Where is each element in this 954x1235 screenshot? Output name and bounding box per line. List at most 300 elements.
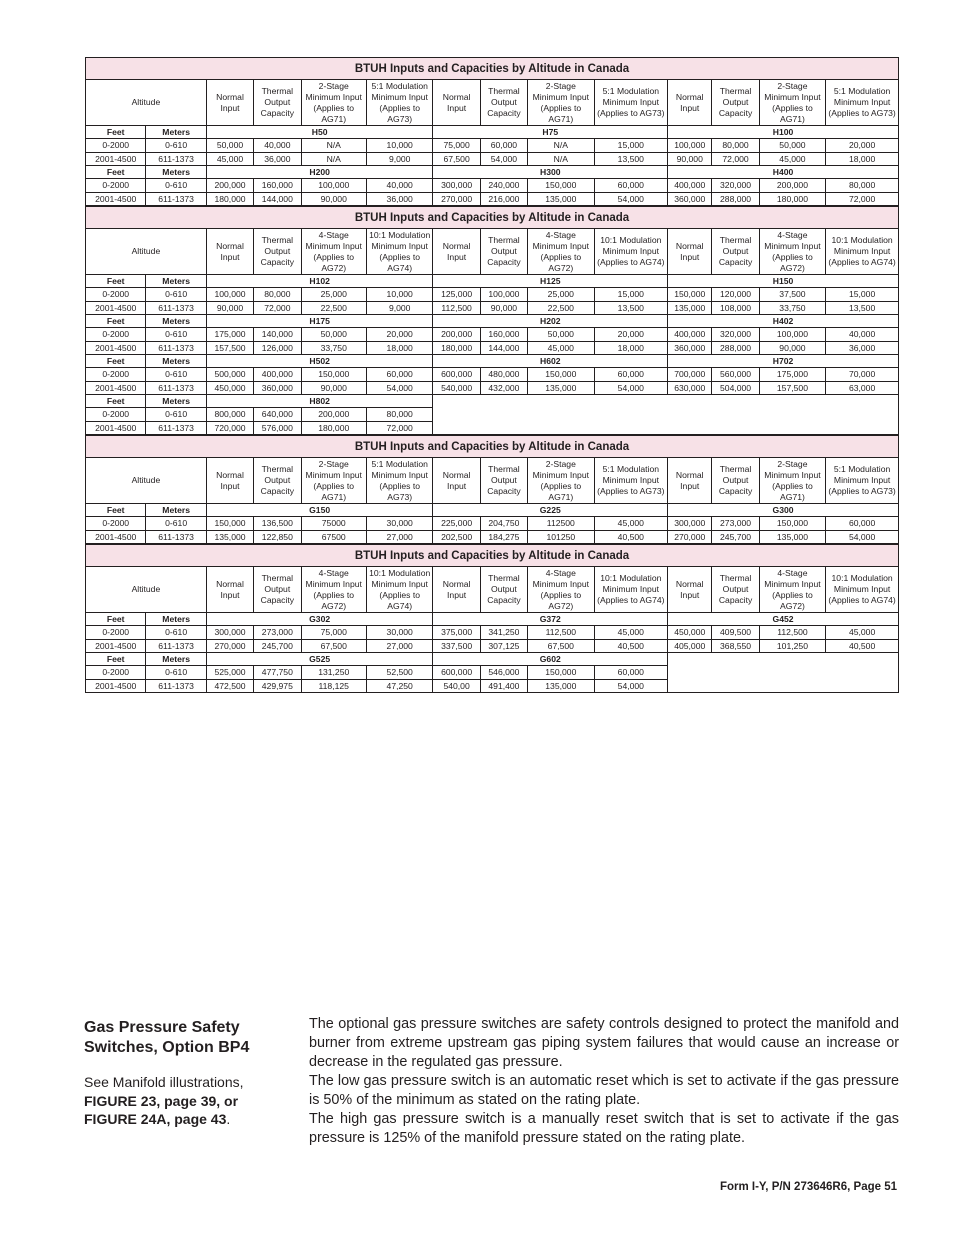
table-cell: 54,000 bbox=[366, 381, 432, 395]
table-cell: 100,000 bbox=[206, 288, 253, 302]
table-cell: 273,000 bbox=[712, 517, 759, 531]
table-cell: 108,000 bbox=[712, 301, 759, 315]
table-cell: 60,000 bbox=[366, 368, 432, 382]
table-cell: 47,250 bbox=[366, 679, 432, 693]
model-label: H300 bbox=[433, 166, 668, 179]
table-cell: 270,000 bbox=[433, 192, 480, 206]
table-cell: 100,000 bbox=[301, 179, 366, 193]
table-title: BTUH Inputs and Capacities by Altitude in Canada bbox=[86, 436, 899, 458]
table-cell: 611-1373 bbox=[146, 639, 206, 653]
table-cell: 611-1373 bbox=[146, 341, 206, 355]
table-cell: 368,550 bbox=[712, 639, 759, 653]
column-header: 5:1 Modulation Minimum Input (Applies to AG73) bbox=[826, 80, 899, 126]
unit-feet: Feet bbox=[86, 613, 146, 626]
table-cell: 611-1373 bbox=[146, 192, 206, 206]
column-header: Normal Input bbox=[433, 458, 480, 504]
table-cell: 500,000 bbox=[206, 368, 253, 382]
paragraph-2: The low gas pressure switch is an automatic reset which is set to activate if the gas pressure is 50% of the minimum as stated on the rating plate. bbox=[309, 1073, 899, 1108]
table-cell: 204,750 bbox=[480, 517, 527, 531]
table-cell: 67,500 bbox=[433, 152, 480, 166]
table-cell: 90,000 bbox=[668, 152, 712, 166]
table-cell: 611-1373 bbox=[146, 152, 206, 166]
column-header: 10:1 Modulation Minimum Input (Applies to AG74) bbox=[826, 229, 899, 275]
table-cell: 150,000 bbox=[528, 179, 594, 193]
table-cell: 52,500 bbox=[366, 666, 432, 680]
table-cell: 640,000 bbox=[254, 408, 301, 422]
table-cell: 0-2000 bbox=[86, 626, 146, 640]
table-cell: 22,500 bbox=[528, 301, 594, 315]
table-cell: 40,500 bbox=[594, 530, 668, 544]
table-cell: 0-2000 bbox=[86, 288, 146, 302]
paragraph-1: The optional gas pressure switches are safety controls designed to protect the manifold and burner from extreme upstream gas piping system failures that would cause an increase or decrease in the regulated gas pressure. bbox=[309, 1016, 899, 1070]
table-cell: 13,500 bbox=[826, 301, 899, 315]
model-label: H125 bbox=[433, 275, 668, 288]
table-cell: 200,000 bbox=[759, 179, 825, 193]
table-cell: 288,000 bbox=[712, 341, 759, 355]
unit-meters: Meters bbox=[146, 355, 206, 368]
column-header: 10:1 Modulation Minimum Input (Applies to AG74) bbox=[594, 567, 668, 613]
table-cell: 611-1373 bbox=[146, 421, 206, 435]
table-cell: 13,500 bbox=[594, 152, 668, 166]
column-header: Normal Input bbox=[668, 458, 712, 504]
column-header: 10:1 Modulation Minimum Input (Applies to AG74) bbox=[826, 567, 899, 613]
table-cell: 0-610 bbox=[146, 179, 206, 193]
table-cell: 540,000 bbox=[433, 381, 480, 395]
table-cell: 50,000 bbox=[301, 328, 366, 342]
unit-meters: Meters bbox=[146, 613, 206, 626]
column-header: 2-Stage Minimum Input (Applies to AG71) bbox=[301, 458, 366, 504]
table-cell: 131,250 bbox=[301, 666, 366, 680]
table-cell: 40,000 bbox=[366, 179, 432, 193]
table-cell: 273,000 bbox=[254, 626, 301, 640]
table-cell: 136,500 bbox=[254, 517, 301, 531]
table-cell: 135,000 bbox=[668, 301, 712, 315]
model-label: H100 bbox=[668, 126, 899, 139]
column-header: 4-Stage Minimum Input (Applies to AG72) bbox=[301, 567, 366, 613]
table-cell: 600,000 bbox=[433, 368, 480, 382]
table-cell: 100,000 bbox=[668, 139, 712, 153]
table-cell: 800,000 bbox=[206, 408, 253, 422]
table-cell: 100,000 bbox=[759, 328, 825, 342]
table-cell: 54,000 bbox=[826, 530, 899, 544]
table-cell: 60,000 bbox=[826, 517, 899, 531]
table-cell: 60,000 bbox=[594, 368, 668, 382]
see-text: See Manifold illustrations, bbox=[84, 1074, 244, 1090]
table-cell: 135,000 bbox=[206, 530, 253, 544]
table-cell: 2001-4500 bbox=[86, 421, 146, 435]
table-cell: 611-1373 bbox=[146, 530, 206, 544]
btuh-table bbox=[85, 544, 899, 693]
table-cell: 320,000 bbox=[712, 328, 759, 342]
table-cell: 140,000 bbox=[254, 328, 301, 342]
table-cell: 72,000 bbox=[254, 301, 301, 315]
table-cell: 0-2000 bbox=[86, 408, 146, 422]
table-cell: 405,000 bbox=[668, 639, 712, 653]
unit-meters: Meters bbox=[146, 166, 206, 179]
table-cell: 375,000 bbox=[433, 626, 480, 640]
table-cell: 100,000 bbox=[480, 288, 527, 302]
model-label: H200 bbox=[206, 166, 433, 179]
column-header: Thermal Output Capacity bbox=[480, 229, 527, 275]
column-header: 10:1 Modulation Minimum Input (Applies to AG74) bbox=[366, 229, 432, 275]
column-header: 4-Stage Minimum Input (Applies to AG72) bbox=[759, 229, 825, 275]
table-cell: 72,000 bbox=[366, 421, 432, 435]
table-cell: 2001-4500 bbox=[86, 381, 146, 395]
table-cell: 2001-4500 bbox=[86, 530, 146, 544]
table-cell: 175,000 bbox=[759, 368, 825, 382]
column-header: Thermal Output Capacity bbox=[480, 567, 527, 613]
table-cell: 15,000 bbox=[826, 288, 899, 302]
table-cell: 0-610 bbox=[146, 626, 206, 640]
table-cell: 90,000 bbox=[301, 192, 366, 206]
body-text bbox=[309, 1015, 899, 1148]
column-header: Thermal Output Capacity bbox=[712, 458, 759, 504]
header-altitude: Altitude bbox=[86, 458, 207, 504]
table-cell: 0-610 bbox=[146, 517, 206, 531]
table-cell: 630,000 bbox=[668, 381, 712, 395]
table-cell: 75,000 bbox=[433, 139, 480, 153]
see-end: . bbox=[226, 1111, 231, 1127]
table-cell: 175,000 bbox=[206, 328, 253, 342]
table-cell: 120,000 bbox=[712, 288, 759, 302]
model-label: G302 bbox=[206, 613, 433, 626]
table-cell: 150,000 bbox=[528, 368, 594, 382]
table-cell: 50,000 bbox=[528, 328, 594, 342]
table-cell: 0-610 bbox=[146, 666, 206, 680]
table-title: BTUH Inputs and Capacities by Altitude in Canada bbox=[86, 545, 899, 567]
table-cell: 2001-4500 bbox=[86, 639, 146, 653]
header-altitude: Altitude bbox=[86, 229, 207, 275]
table-cell: 157,500 bbox=[759, 381, 825, 395]
unit-feet: Feet bbox=[86, 504, 146, 517]
unit-feet: Feet bbox=[86, 126, 146, 139]
table-cell: 72,000 bbox=[826, 192, 899, 206]
table-cell: 54,000 bbox=[594, 192, 668, 206]
table-cell: 20,000 bbox=[594, 328, 668, 342]
unit-meters: Meters bbox=[146, 504, 206, 517]
column-header: Thermal Output Capacity bbox=[254, 80, 301, 126]
table-cell: 112500 bbox=[528, 517, 594, 531]
table-cell: 54,000 bbox=[480, 152, 527, 166]
model-label: H175 bbox=[206, 315, 433, 328]
empty-area bbox=[668, 653, 899, 693]
table-cell: 10,000 bbox=[366, 288, 432, 302]
table-cell: 20,000 bbox=[366, 328, 432, 342]
table-cell: 112,500 bbox=[759, 626, 825, 640]
table-cell: 33,750 bbox=[301, 341, 366, 355]
model-label: H502 bbox=[206, 355, 433, 368]
table-cell: N/A bbox=[301, 152, 366, 166]
table-cell: 0-2000 bbox=[86, 517, 146, 531]
table-cell: 360,000 bbox=[668, 192, 712, 206]
column-header: Thermal Output Capacity bbox=[712, 229, 759, 275]
table-cell: 504,000 bbox=[712, 381, 759, 395]
table-cell: 45,000 bbox=[826, 626, 899, 640]
table-cell: 45,000 bbox=[528, 341, 594, 355]
column-header: 2-Stage Minimum Input (Applies to AG71) bbox=[528, 458, 594, 504]
model-label: G225 bbox=[433, 504, 668, 517]
paragraph-3: The high gas pressure switch is a manually reset switch that is set to activate if the gas pressure is 125% of the manifold pressure stated on the rating plate. bbox=[309, 1111, 899, 1146]
table-cell: 60,000 bbox=[594, 179, 668, 193]
table-cell: N/A bbox=[301, 139, 366, 153]
model-label: H400 bbox=[668, 166, 899, 179]
table-cell: 300,000 bbox=[668, 517, 712, 531]
table-cell: 27,000 bbox=[366, 530, 432, 544]
table-cell: 432,000 bbox=[480, 381, 527, 395]
model-label: H102 bbox=[206, 275, 433, 288]
table-cell: 200,000 bbox=[206, 179, 253, 193]
table-cell: 245,700 bbox=[254, 639, 301, 653]
column-header: Thermal Output Capacity bbox=[712, 80, 759, 126]
table-cell: 720,000 bbox=[206, 421, 253, 435]
column-header: Normal Input bbox=[433, 567, 480, 613]
table-cell: 2001-4500 bbox=[86, 301, 146, 315]
table-cell: 9,000 bbox=[366, 152, 432, 166]
model-label: H402 bbox=[668, 315, 899, 328]
column-header: Thermal Output Capacity bbox=[712, 567, 759, 613]
table-cell: 30,000 bbox=[366, 517, 432, 531]
table-cell: 40,000 bbox=[826, 328, 899, 342]
table-cell: 472,500 bbox=[206, 679, 253, 693]
model-label: G452 bbox=[668, 613, 899, 626]
table-cell: 576,000 bbox=[254, 421, 301, 435]
table-title: BTUH Inputs and Capacities by Altitude in Canada bbox=[86, 207, 899, 229]
page-footer: Form I-Y, P/N 273646R6, Page 51 bbox=[719, 1181, 897, 1193]
unit-feet: Feet bbox=[86, 355, 146, 368]
column-header: Normal Input bbox=[433, 229, 480, 275]
table-cell: 150,000 bbox=[301, 368, 366, 382]
header-altitude: Altitude bbox=[86, 567, 207, 613]
unit-feet: Feet bbox=[86, 315, 146, 328]
table-cell: 150,000 bbox=[528, 666, 594, 680]
table-cell: 15,000 bbox=[594, 139, 668, 153]
table-cell: 13,500 bbox=[594, 301, 668, 315]
column-header: Thermal Output Capacity bbox=[480, 458, 527, 504]
table-cell: 101250 bbox=[528, 530, 594, 544]
column-header: Normal Input bbox=[433, 80, 480, 126]
header-altitude: Altitude bbox=[86, 80, 207, 126]
column-header: 10:1 Modulation Minimum Input (Applies to AG74) bbox=[594, 229, 668, 275]
unit-meters: Meters bbox=[146, 315, 206, 328]
btuh-table bbox=[85, 206, 899, 435]
model-label: G372 bbox=[433, 613, 668, 626]
table-cell: 18,000 bbox=[366, 341, 432, 355]
column-header: 5:1 Modulation Minimum Input (Applies to AG73) bbox=[594, 80, 668, 126]
table-cell: 157,500 bbox=[206, 341, 253, 355]
figure-reference[interactable]: FIGURE 23, page 39, or FIGURE 24A, page 43 bbox=[84, 1092, 239, 1127]
column-header: Normal Input bbox=[206, 458, 253, 504]
table-cell: 611-1373 bbox=[146, 301, 206, 315]
table-cell: 2001-4500 bbox=[86, 341, 146, 355]
table-cell: 300,000 bbox=[433, 179, 480, 193]
column-header: Thermal Output Capacity bbox=[480, 80, 527, 126]
table-cell: 112,500 bbox=[528, 626, 594, 640]
table-cell: 135,000 bbox=[528, 679, 594, 693]
column-header: 2-Stage Minimum Input (Applies to AG71) bbox=[759, 80, 825, 126]
table-cell: 40,500 bbox=[826, 639, 899, 653]
table-cell: 202,500 bbox=[433, 530, 480, 544]
table-cell: 36,000 bbox=[366, 192, 432, 206]
table-cell: 400,000 bbox=[668, 328, 712, 342]
table-cell: 75000 bbox=[301, 517, 366, 531]
column-header: 2-Stage Minimum Input (Applies to AG71) bbox=[301, 80, 366, 126]
table-cell: 337,500 bbox=[433, 639, 480, 653]
table-cell: N/A bbox=[528, 139, 594, 153]
column-header: Normal Input bbox=[668, 229, 712, 275]
table-cell: 270,000 bbox=[206, 639, 253, 653]
table-cell: 80,000 bbox=[826, 179, 899, 193]
table-cell: 126,000 bbox=[254, 341, 301, 355]
table-cell: 0-2000 bbox=[86, 666, 146, 680]
empty-area bbox=[433, 395, 899, 435]
table-cell: 360,000 bbox=[254, 381, 301, 395]
btuh-table bbox=[85, 57, 899, 206]
table-cell: 10,000 bbox=[366, 139, 432, 153]
table-cell: 80,000 bbox=[254, 288, 301, 302]
table-cell: 27,000 bbox=[366, 639, 432, 653]
table-cell: 135,000 bbox=[528, 381, 594, 395]
unit-feet: Feet bbox=[86, 275, 146, 288]
model-label: G602 bbox=[433, 653, 668, 666]
table-cell: 2001-4500 bbox=[86, 152, 146, 166]
column-header: Normal Input bbox=[668, 80, 712, 126]
table-cell: 80,000 bbox=[366, 408, 432, 422]
column-header: 4-Stage Minimum Input (Applies to AG72) bbox=[301, 229, 366, 275]
table-cell: 36,000 bbox=[254, 152, 301, 166]
table-cell: 0-610 bbox=[146, 408, 206, 422]
column-header: Thermal Output Capacity bbox=[254, 458, 301, 504]
model-label: H50 bbox=[206, 126, 433, 139]
table-cell: 80,000 bbox=[712, 139, 759, 153]
table-cell: 36,000 bbox=[826, 341, 899, 355]
table-cell: 477,750 bbox=[254, 666, 301, 680]
table-cell: 180,000 bbox=[301, 421, 366, 435]
unit-feet: Feet bbox=[86, 395, 146, 408]
table-cell: 184,275 bbox=[480, 530, 527, 544]
column-header: 5:1 Modulation Minimum Input (Applies to AG73) bbox=[366, 80, 432, 126]
table-cell: 0-610 bbox=[146, 288, 206, 302]
table-cell: 40,000 bbox=[254, 139, 301, 153]
table-cell: 600,000 bbox=[433, 666, 480, 680]
table-cell: 135,000 bbox=[759, 530, 825, 544]
table-cell: 125,000 bbox=[433, 288, 480, 302]
table-cell: 18,000 bbox=[594, 341, 668, 355]
table-cell: 135,000 bbox=[528, 192, 594, 206]
model-label: H150 bbox=[668, 275, 899, 288]
section-heading: Gas Pressure Safety Switches, Option BP4 bbox=[84, 1019, 250, 1056]
table-cell: 33,750 bbox=[759, 301, 825, 315]
table-cell: 60,000 bbox=[594, 666, 668, 680]
table-cell: 112,500 bbox=[433, 301, 480, 315]
table-cell: 90,000 bbox=[206, 301, 253, 315]
table-cell: 700,000 bbox=[668, 368, 712, 382]
column-header: Normal Input bbox=[206, 229, 253, 275]
column-header: 4-Stage Minimum Input (Applies to AG72) bbox=[528, 567, 594, 613]
table-cell: 180,000 bbox=[206, 192, 253, 206]
column-header: 5:1 Modulation Minimum Input (Applies to AG73) bbox=[594, 458, 668, 504]
table-cell: 144,000 bbox=[254, 192, 301, 206]
table-cell: 525,000 bbox=[206, 666, 253, 680]
table-cell: 216,000 bbox=[480, 192, 527, 206]
table-title: BTUH Inputs and Capacities by Altitude in Canada bbox=[86, 58, 899, 80]
table-cell: 45,000 bbox=[206, 152, 253, 166]
table-cell: 72,000 bbox=[712, 152, 759, 166]
table-cell: 288,000 bbox=[712, 192, 759, 206]
table-cell: 0-610 bbox=[146, 328, 206, 342]
table-cell: 2001-4500 bbox=[86, 679, 146, 693]
table-cell: 90,000 bbox=[759, 341, 825, 355]
unit-meters: Meters bbox=[146, 653, 206, 666]
table-cell: 150,000 bbox=[668, 288, 712, 302]
table-cell: 0-2000 bbox=[86, 139, 146, 153]
table-cell: 0-610 bbox=[146, 139, 206, 153]
table-cell: 400,000 bbox=[668, 179, 712, 193]
table-cell: 101,250 bbox=[759, 639, 825, 653]
btuh-table bbox=[85, 435, 899, 544]
column-header: Normal Input bbox=[206, 567, 253, 613]
table-cell: 0-2000 bbox=[86, 368, 146, 382]
table-cell: 18,000 bbox=[826, 152, 899, 166]
table-cell: 0-2000 bbox=[86, 179, 146, 193]
table-cell: 400,000 bbox=[254, 368, 301, 382]
table-cell: 67,500 bbox=[301, 639, 366, 653]
table-cell: 15,000 bbox=[594, 288, 668, 302]
table-cell: 240,000 bbox=[480, 179, 527, 193]
table-cell: 2001-4500 bbox=[86, 192, 146, 206]
model-label: H802 bbox=[206, 395, 433, 408]
table-cell: 245,700 bbox=[712, 530, 759, 544]
table-cell: 90,000 bbox=[480, 301, 527, 315]
table-cell: 63,000 bbox=[826, 381, 899, 395]
table-cell: 225,000 bbox=[433, 517, 480, 531]
table-cell: 70,000 bbox=[826, 368, 899, 382]
table-cell: 50,000 bbox=[206, 139, 253, 153]
table-cell: 450,000 bbox=[206, 381, 253, 395]
table-cell: 160,000 bbox=[254, 179, 301, 193]
column-header: Normal Input bbox=[668, 567, 712, 613]
table-cell: 75,000 bbox=[301, 626, 366, 640]
table-cell: 25,000 bbox=[301, 288, 366, 302]
table-cell: 560,000 bbox=[712, 368, 759, 382]
table-cell: 144,000 bbox=[480, 341, 527, 355]
model-label: H702 bbox=[668, 355, 899, 368]
column-header: 5:1 Modulation Minimum Input (Applies to AG73) bbox=[366, 458, 432, 504]
table-cell: 341,250 bbox=[480, 626, 527, 640]
table-cell: 611-1373 bbox=[146, 679, 206, 693]
unit-meters: Meters bbox=[146, 395, 206, 408]
table-cell: 0-2000 bbox=[86, 328, 146, 342]
table-cell: 118,125 bbox=[301, 679, 366, 693]
unit-feet: Feet bbox=[86, 166, 146, 179]
table-cell: 45,000 bbox=[759, 152, 825, 166]
unit-meters: Meters bbox=[146, 275, 206, 288]
model-label: H602 bbox=[433, 355, 668, 368]
table-cell: 54,000 bbox=[594, 381, 668, 395]
table-cell: 307,125 bbox=[480, 639, 527, 653]
table-cell: 0-610 bbox=[146, 368, 206, 382]
table-cell: 360,000 bbox=[668, 341, 712, 355]
manifold-reference bbox=[84, 1073, 294, 1129]
table-cell: 150,000 bbox=[206, 517, 253, 531]
table-cell: 122,850 bbox=[254, 530, 301, 544]
table-cell: 45,000 bbox=[594, 517, 668, 531]
btuh-tables bbox=[85, 57, 899, 693]
model-label: H202 bbox=[433, 315, 668, 328]
table-cell: 409,500 bbox=[712, 626, 759, 640]
table-cell: 546,000 bbox=[480, 666, 527, 680]
table-cell: 480,000 bbox=[480, 368, 527, 382]
column-header: Normal Input bbox=[206, 80, 253, 126]
